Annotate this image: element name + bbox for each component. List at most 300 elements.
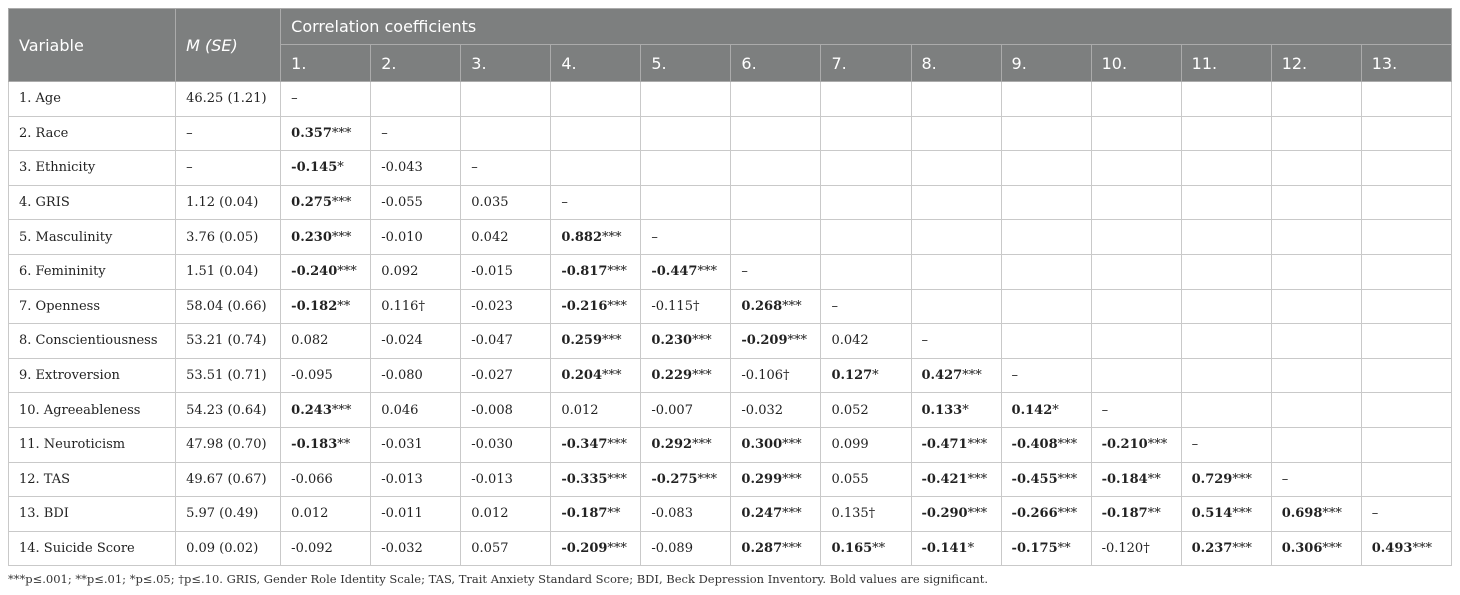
correlation-value: 0.514 xyxy=(1191,506,1233,522)
table-row xyxy=(9,358,1452,393)
correlation-value: – xyxy=(1011,368,1019,384)
correlation-value: 0.493 xyxy=(1371,541,1413,557)
correlation-cell xyxy=(1001,427,1091,462)
correlation-value: -0.455 xyxy=(1011,471,1058,487)
correlation-cell xyxy=(821,393,911,428)
correlation-cell xyxy=(551,393,641,428)
correlation-cell xyxy=(1001,497,1091,532)
significance-marker: ** xyxy=(607,506,621,522)
empty-cell xyxy=(1181,254,1271,289)
correlation-cell xyxy=(641,531,731,566)
variable-cell: 10. Agreeableness xyxy=(9,393,176,428)
correlation-cell xyxy=(461,254,551,289)
column-number-header: 12. xyxy=(1271,45,1361,82)
correlation-value: 0.230 xyxy=(291,229,332,245)
correlation-value: 0.204 xyxy=(561,368,603,384)
column-number-header: 10. xyxy=(1091,45,1181,82)
correlation-value: -0.421 xyxy=(921,471,968,487)
significance-marker: *** xyxy=(602,229,622,245)
correlation-value: 0.099 xyxy=(831,437,869,453)
correlation-value: 0.042 xyxy=(471,229,509,245)
correlation-cell xyxy=(281,358,371,393)
significance-marker: *** xyxy=(602,368,622,384)
empty-cell xyxy=(1091,151,1181,186)
significance-marker: *** xyxy=(967,471,988,487)
empty-cell xyxy=(1271,151,1361,186)
column-number-header: 13. xyxy=(1361,45,1451,82)
correlation-cell xyxy=(731,289,821,324)
significance-marker: † xyxy=(868,506,876,522)
correlation-value: -0.209 xyxy=(561,541,608,557)
significance-marker: ** xyxy=(1057,541,1071,557)
empty-cell xyxy=(641,185,731,220)
correlation-value: 0.165 xyxy=(831,541,873,557)
correlation-cell xyxy=(551,254,641,289)
correlation-cell xyxy=(641,220,731,255)
mean-se-cell: 0.09 (0.02) xyxy=(176,531,281,566)
correlation-cell xyxy=(1091,531,1181,566)
correlation-value: -0.187 xyxy=(1101,506,1148,522)
empty-cell xyxy=(731,151,821,186)
correlation-value: 0.052 xyxy=(831,402,869,418)
empty-cell xyxy=(1271,324,1361,359)
empty-cell xyxy=(731,220,821,255)
correlation-cell xyxy=(461,324,551,359)
correlation-cell xyxy=(731,462,821,497)
table-row xyxy=(9,497,1452,532)
header-correlation-coefficients: Correlation coefficients xyxy=(281,9,1452,45)
significance-marker: † xyxy=(783,368,790,384)
correlation-cell xyxy=(281,116,371,151)
correlation-value: -0.182 xyxy=(291,298,338,314)
empty-cell xyxy=(1271,393,1361,428)
correlation-cell xyxy=(641,289,731,324)
correlation-cell xyxy=(461,289,551,324)
correlation-cell xyxy=(281,82,371,117)
mean-se-cell: – xyxy=(176,151,281,186)
correlation-value: -0.011 xyxy=(381,506,423,522)
correlation-cell xyxy=(461,427,551,462)
empty-cell xyxy=(1361,254,1451,289)
correlation-cell xyxy=(821,497,911,532)
correlation-value: 0.142 xyxy=(1011,402,1053,418)
correlation-cell xyxy=(731,254,821,289)
column-number-header: 6. xyxy=(731,45,821,82)
correlation-value: -0.141 xyxy=(921,541,968,557)
correlation-value: -0.817 xyxy=(561,264,608,280)
empty-cell xyxy=(1001,289,1091,324)
correlation-value: -0.032 xyxy=(381,541,423,557)
significance-marker: *** xyxy=(782,298,802,314)
empty-cell xyxy=(821,185,911,220)
significance-marker: *** xyxy=(607,264,627,280)
significance-marker: *** xyxy=(1232,541,1252,557)
correlation-cell xyxy=(281,289,371,324)
correlation-table xyxy=(8,8,1452,566)
correlation-cell xyxy=(281,462,371,497)
correlation-cell xyxy=(281,151,371,186)
significance-marker: *** xyxy=(962,368,982,384)
empty-cell xyxy=(641,116,731,151)
correlation-cell xyxy=(731,358,821,393)
significance-marker: † xyxy=(692,298,700,314)
correlation-value: 0.299 xyxy=(741,471,783,487)
correlation-value: 0.729 xyxy=(1191,471,1233,487)
correlation-value: 0.275 xyxy=(291,195,332,211)
correlation-value: – xyxy=(1371,506,1379,522)
empty-cell xyxy=(821,254,911,289)
empty-cell xyxy=(1091,220,1181,255)
correlation-value: -0.043 xyxy=(381,160,423,176)
correlation-cell xyxy=(641,427,731,462)
correlation-cell xyxy=(641,324,731,359)
correlation-cell xyxy=(551,531,641,566)
correlation-value: -0.066 xyxy=(291,471,333,487)
correlation-value: 0.057 xyxy=(471,541,509,557)
empty-cell xyxy=(1271,116,1361,151)
column-number-header: 7. xyxy=(821,45,911,82)
empty-cell xyxy=(551,116,641,151)
correlation-value: 0.127 xyxy=(831,368,873,384)
correlation-cell xyxy=(281,254,371,289)
correlation-cell xyxy=(371,358,461,393)
correlation-cell xyxy=(371,220,461,255)
correlation-cell xyxy=(1181,462,1271,497)
correlation-cell xyxy=(911,497,1001,532)
table-row xyxy=(9,427,1452,462)
significance-marker: *** xyxy=(782,471,802,487)
empty-cell xyxy=(821,82,911,117)
mean-se-cell: 3.76 (0.05) xyxy=(176,220,281,255)
correlation-value: -0.095 xyxy=(291,368,333,384)
significance-marker: *** xyxy=(782,437,802,453)
significance-marker: *** xyxy=(1322,506,1342,522)
correlation-cell xyxy=(731,393,821,428)
variable-cell: 5. Masculinity xyxy=(9,220,176,255)
empty-cell xyxy=(1181,289,1271,324)
correlation-value: -0.240 xyxy=(291,264,338,280)
empty-cell xyxy=(1091,358,1181,393)
empty-cell xyxy=(821,220,911,255)
significance-marker: *** xyxy=(782,506,802,522)
correlation-cell xyxy=(911,393,1001,428)
significance-marker: ** xyxy=(1147,471,1161,487)
significance-marker: *** xyxy=(697,471,717,487)
correlation-value: 0.230 xyxy=(651,333,693,349)
correlation-value: -0.216 xyxy=(561,298,608,314)
empty-cell xyxy=(1001,116,1091,151)
correlation-cell xyxy=(1181,497,1271,532)
significance-marker: * xyxy=(967,541,975,557)
correlation-value: – xyxy=(1281,471,1289,487)
correlation-cell xyxy=(551,324,641,359)
empty-cell xyxy=(911,82,1001,117)
empty-cell xyxy=(1271,82,1361,117)
correlation-value: 0.259 xyxy=(561,333,603,349)
correlation-cell xyxy=(1271,462,1361,497)
correlation-value: -0.184 xyxy=(1101,471,1148,487)
empty-cell xyxy=(821,151,911,186)
correlation-cell xyxy=(281,531,371,566)
correlation-value: 0.882 xyxy=(561,229,603,245)
correlation-value: -0.013 xyxy=(381,471,423,487)
correlation-cell xyxy=(821,289,911,324)
correlation-value: 0.133 xyxy=(921,402,963,418)
correlation-cell xyxy=(551,289,641,324)
correlation-cell xyxy=(1091,497,1181,532)
correlation-value: -0.447 xyxy=(651,264,698,280)
empty-cell xyxy=(641,151,731,186)
significance-marker: *** xyxy=(1232,471,1252,487)
empty-cell xyxy=(1361,289,1451,324)
correlation-value: 0.046 xyxy=(381,402,419,418)
correlation-cell xyxy=(1361,497,1451,532)
empty-cell xyxy=(1181,220,1271,255)
empty-cell xyxy=(1361,82,1451,117)
correlation-value: 0.247 xyxy=(741,506,783,522)
correlation-cell xyxy=(1001,531,1091,566)
correlation-cell xyxy=(731,531,821,566)
correlation-value: 0.012 xyxy=(561,402,599,418)
empty-cell xyxy=(731,185,821,220)
correlation-cell xyxy=(641,393,731,428)
correlation-cell xyxy=(461,185,551,220)
correlation-value: -0.030 xyxy=(471,437,513,453)
significance-marker: *** xyxy=(1147,437,1168,453)
empty-cell xyxy=(1361,462,1451,497)
correlation-cell xyxy=(731,497,821,532)
correlation-cell xyxy=(371,185,461,220)
empty-cell xyxy=(1361,151,1451,186)
correlation-cell xyxy=(281,324,371,359)
correlation-value: 0.287 xyxy=(741,541,783,557)
correlation-cell xyxy=(1091,427,1181,462)
correlation-cell xyxy=(371,393,461,428)
correlation-value: -0.106 xyxy=(741,368,784,384)
empty-cell xyxy=(1181,116,1271,151)
correlation-cell xyxy=(731,427,821,462)
correlation-cell xyxy=(371,116,461,151)
significance-marker: *** xyxy=(967,506,988,522)
empty-cell xyxy=(1271,358,1361,393)
empty-cell xyxy=(1271,185,1361,220)
significance-marker: *** xyxy=(607,437,627,453)
table-row xyxy=(9,531,1452,566)
variable-cell: 2. Race xyxy=(9,116,176,151)
correlation-value: -0.007 xyxy=(651,402,693,418)
correlation-cell xyxy=(461,497,551,532)
correlation-value: 0.243 xyxy=(291,402,332,418)
column-number-header: 2. xyxy=(371,45,461,82)
correlation-value: -0.120 xyxy=(1101,541,1144,557)
correlation-cell xyxy=(551,462,641,497)
table-row xyxy=(9,220,1452,255)
empty-cell xyxy=(1181,151,1271,186)
significance-marker: † xyxy=(418,298,425,314)
mean-se-cell: 1.51 (0.04) xyxy=(176,254,281,289)
significance-marker: ** xyxy=(872,541,886,557)
empty-cell xyxy=(911,116,1001,151)
correlation-cell xyxy=(731,324,821,359)
correlation-cell xyxy=(461,220,551,255)
table-row xyxy=(9,289,1452,324)
significance-marker: *** xyxy=(1057,437,1078,453)
correlation-cell xyxy=(281,393,371,428)
empty-cell xyxy=(1361,427,1451,462)
correlation-value: – xyxy=(1101,402,1109,418)
header-mean-se: M (SE) xyxy=(176,9,281,82)
variable-cell: 11. Neuroticism xyxy=(9,427,176,462)
table-row xyxy=(9,185,1452,220)
correlation-value: – xyxy=(651,229,658,245)
correlation-cell xyxy=(911,462,1001,497)
significance-marker: * xyxy=(962,402,969,418)
empty-cell xyxy=(1181,358,1271,393)
empty-cell xyxy=(1361,116,1451,151)
significance-marker: *** xyxy=(607,298,627,314)
empty-cell xyxy=(1361,358,1451,393)
correlation-value: 0.427 xyxy=(921,368,963,384)
empty-cell xyxy=(1001,185,1091,220)
correlation-cell xyxy=(461,151,551,186)
correlation-value: – xyxy=(291,91,298,107)
mean-se-cell: 47.98 (0.70) xyxy=(176,427,281,462)
correlation-value: -0.209 xyxy=(741,333,788,349)
correlation-value: – xyxy=(561,195,568,211)
column-number-header: 11. xyxy=(1181,45,1271,82)
correlation-value: -0.187 xyxy=(561,506,608,522)
empty-cell xyxy=(461,116,551,151)
correlation-cell xyxy=(911,358,1001,393)
mean-se-cell: 58.04 (0.66) xyxy=(176,289,281,324)
correlation-cell xyxy=(821,358,911,393)
significance-marker: *** xyxy=(1057,471,1078,487)
correlation-cell xyxy=(461,462,551,497)
correlation-value: -0.175 xyxy=(1011,541,1058,557)
mean-se-cell: 49.67 (0.67) xyxy=(176,462,281,497)
correlation-cell xyxy=(371,151,461,186)
significance-marker: *** xyxy=(787,333,808,349)
empty-cell xyxy=(551,151,641,186)
correlation-value: 0.035 xyxy=(471,195,509,211)
correlation-cell xyxy=(551,220,641,255)
significance-marker: *** xyxy=(331,195,352,211)
empty-cell xyxy=(1361,220,1451,255)
correlation-cell xyxy=(821,462,911,497)
significance-marker: ** xyxy=(337,437,351,453)
empty-cell xyxy=(1091,82,1181,117)
correlation-value: 0.012 xyxy=(471,506,509,522)
significance-marker: *** xyxy=(1057,506,1078,522)
empty-cell xyxy=(1001,220,1091,255)
empty-cell xyxy=(911,254,1001,289)
correlation-value: -0.145 xyxy=(291,160,338,176)
empty-cell xyxy=(911,220,1001,255)
correlation-value: 0.116 xyxy=(381,298,419,314)
correlation-cell xyxy=(461,531,551,566)
column-number-header: 9. xyxy=(1001,45,1091,82)
correlation-cell xyxy=(911,324,1001,359)
column-number-header: 3. xyxy=(461,45,551,82)
correlation-value: 0.082 xyxy=(291,333,329,349)
correlation-cell xyxy=(1361,531,1451,566)
column-number-header: 4. xyxy=(551,45,641,82)
correlation-value: -0.089 xyxy=(651,541,693,557)
correlation-value: -0.010 xyxy=(381,229,423,245)
significance-marker: *** xyxy=(692,333,712,349)
table-row xyxy=(9,116,1452,151)
correlation-cell xyxy=(1091,462,1181,497)
correlation-value: -0.183 xyxy=(291,437,338,453)
empty-cell xyxy=(1271,289,1361,324)
correlation-value: -0.031 xyxy=(381,437,423,453)
correlation-cell xyxy=(371,497,461,532)
correlation-value: 0.042 xyxy=(831,333,869,349)
table-row xyxy=(9,82,1452,117)
correlation-value: 0.300 xyxy=(741,437,783,453)
significance-marker: *** xyxy=(1322,541,1342,557)
mean-se-cell: 5.97 (0.49) xyxy=(176,497,281,532)
correlation-cell xyxy=(371,427,461,462)
correlation-value: 0.268 xyxy=(741,298,783,314)
empty-cell xyxy=(1271,220,1361,255)
empty-cell xyxy=(1091,289,1181,324)
significance-marker: *** xyxy=(331,229,352,245)
correlation-value: -0.471 xyxy=(921,437,968,453)
correlation-cell xyxy=(551,185,641,220)
correlation-value: -0.210 xyxy=(1101,437,1148,453)
correlation-value: – xyxy=(1191,437,1199,453)
correlation-cell xyxy=(821,531,911,566)
correlation-value: – xyxy=(921,333,928,349)
correlation-value: -0.408 xyxy=(1011,437,1058,453)
empty-cell xyxy=(641,82,731,117)
correlation-value: -0.335 xyxy=(561,471,608,487)
correlation-cell xyxy=(461,358,551,393)
correlation-value: -0.027 xyxy=(471,368,513,384)
correlation-value: 0.135 xyxy=(831,506,869,522)
table-row xyxy=(9,393,1452,428)
correlation-cell xyxy=(641,358,731,393)
correlation-value: 0.306 xyxy=(1281,541,1323,557)
correlation-cell xyxy=(911,427,1001,462)
correlation-value: – xyxy=(381,125,388,141)
mean-se-cell: 53.51 (0.71) xyxy=(176,358,281,393)
empty-cell xyxy=(461,82,551,117)
correlation-value: -0.347 xyxy=(561,437,608,453)
table-footnote: ***p≤.001; **p≤.01; *p≤.05; †p≤.10. GRIS, Gender Role Identity Scale; TAS, Trait Anxiety Standard Score; BDI, Beck Depression Inventory. Bold values are significant. xyxy=(8,572,989,586)
variable-cell: 13. BDI xyxy=(9,497,176,532)
correlation-cell xyxy=(551,427,641,462)
correlation-cell xyxy=(371,254,461,289)
empty-cell xyxy=(1001,82,1091,117)
significance-marker: * xyxy=(337,160,344,176)
correlation-cell xyxy=(1271,531,1361,566)
significance-marker: † xyxy=(1143,541,1150,557)
variable-cell: 8. Conscientiousness xyxy=(9,324,176,359)
variable-cell: 1. Age xyxy=(9,82,176,117)
empty-cell xyxy=(551,82,641,117)
empty-cell xyxy=(1181,393,1271,428)
correlation-value: -0.032 xyxy=(741,402,784,418)
significance-marker: ** xyxy=(1147,506,1161,522)
column-number-header: 1. xyxy=(281,45,371,82)
empty-cell xyxy=(1271,427,1361,462)
empty-cell xyxy=(371,82,461,117)
significance-marker: *** xyxy=(692,437,712,453)
significance-marker: * xyxy=(872,368,879,384)
correlation-cell xyxy=(1001,358,1091,393)
